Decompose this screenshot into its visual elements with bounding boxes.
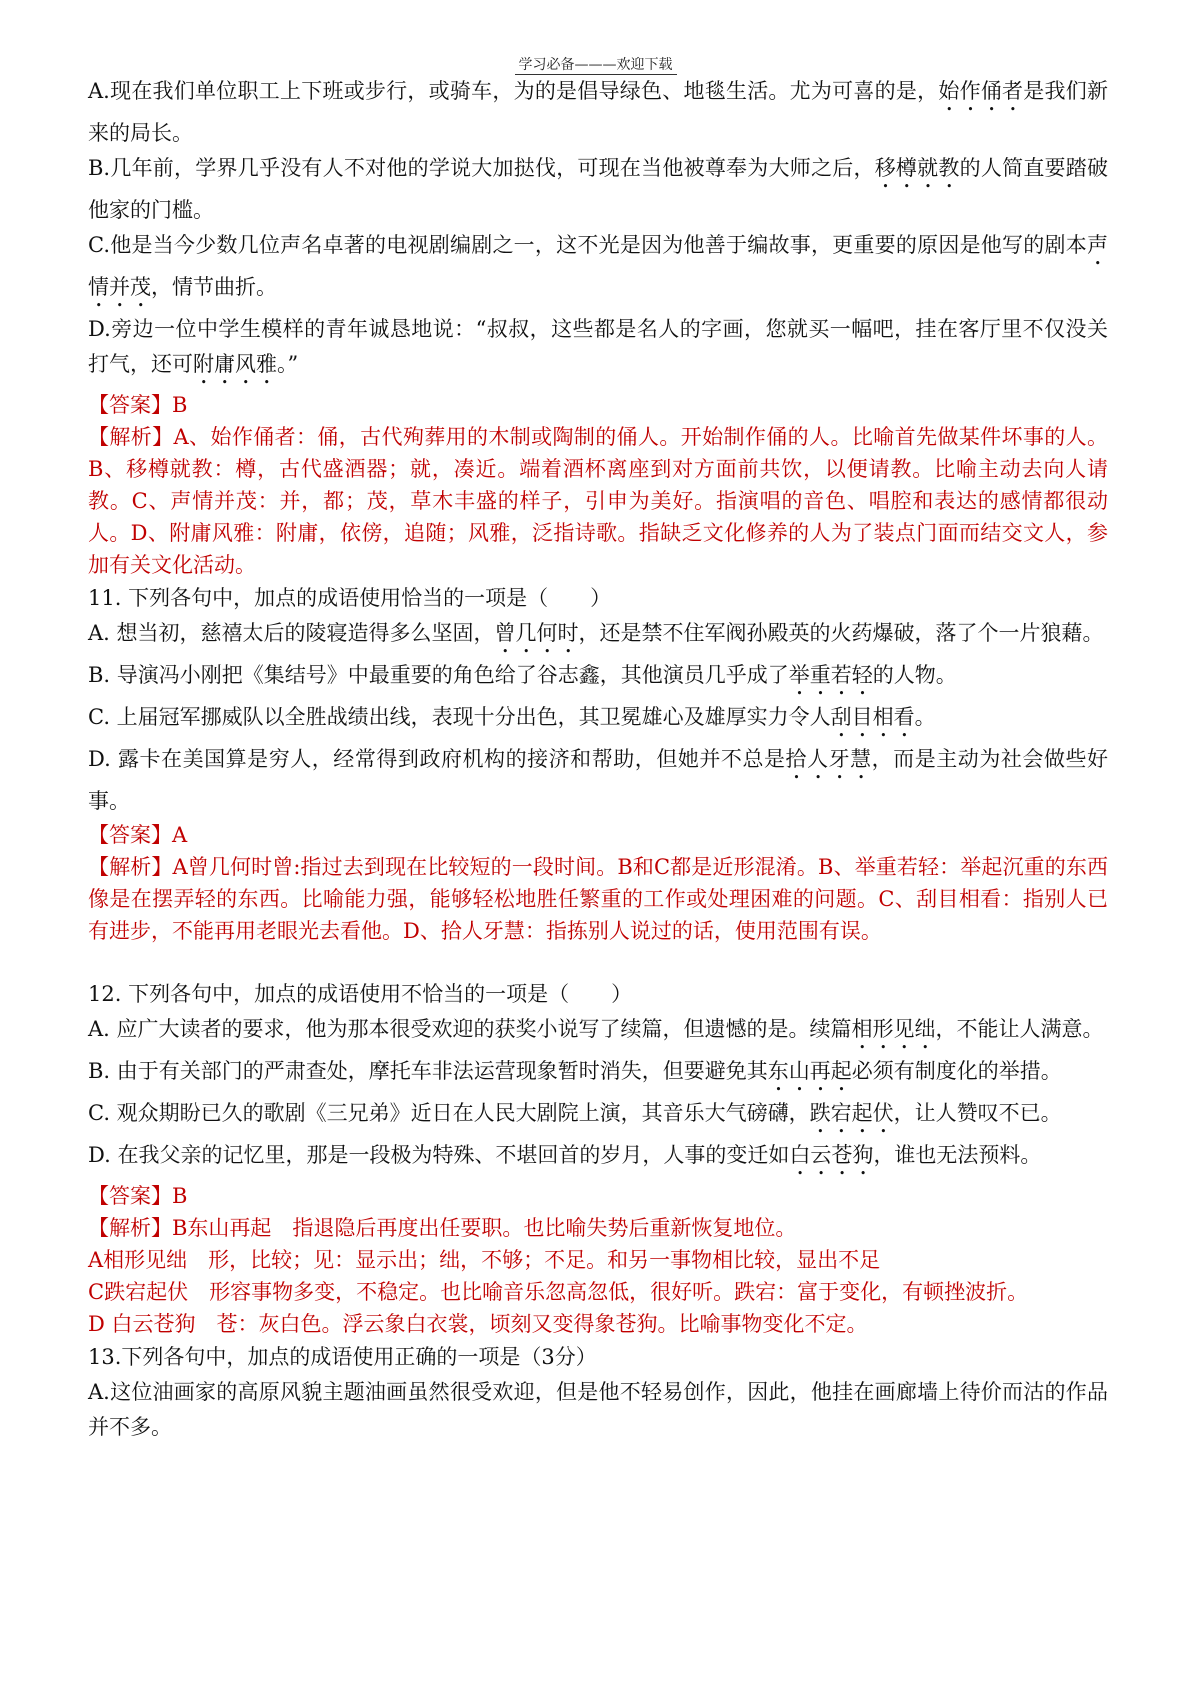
text-segment: 12. 下列各句中，加点的成语使用不恰当的一项是（ ） <box>88 982 633 1006</box>
text-segment: 13.下列各句中，加点的成语使用正确的一项是（3分） <box>88 1345 597 1369</box>
answer-line <box>88 819 1108 851</box>
text-segment: 。” <box>277 352 299 376</box>
question-line <box>88 700 1108 742</box>
question-line <box>88 1096 1108 1138</box>
text-segment: 【解析】B东山再起 指退隐后再度出任要职。也比喻失势后重新恢复地位。 <box>88 1216 797 1240</box>
dotted-idiom: 刮目相看 <box>830 705 915 729</box>
dotted-idiom: 移樽就教 <box>874 156 960 180</box>
text-segment: 【答案】B <box>88 1184 188 1208</box>
text-segment: C. 上届冠军挪威队以全胜战绩出线，表现十分出色，其卫冕雄心及雄厚实力令人 <box>88 705 831 729</box>
dotted-idiom: 曾几何时 <box>494 621 579 645</box>
dotted-idiom: 举重若轻 <box>788 663 873 687</box>
question-line <box>88 977 1108 1012</box>
text-segment: 是我们新来的局长。 <box>88 79 1109 145</box>
dotted-idiom: 附庸风雅 <box>193 352 277 376</box>
text-segment: A.现在我们单位职工上下班或步行，或骑车，为的是倡导绿色、地毯生活。尤为可喜的是， <box>88 79 939 103</box>
question-line <box>88 1012 1108 1054</box>
explanation-line <box>88 1244 1108 1276</box>
text-segment: ，情节曲折。 <box>151 275 277 299</box>
text-segment: C.他是当今少数几位声名卓著的电视剧编剧之一，这不光是因为他善于编故事，更重要的原因是他写的剧本 <box>88 233 1087 257</box>
question-line <box>88 581 1108 616</box>
dotted-idiom: 白云苍狗 <box>789 1143 874 1167</box>
text-segment: D. 露卡在美国算是穷人，经常得到政府机构的接济和帮助，但她并不总是 <box>88 747 786 771</box>
text-segment: D.旁边一位中学生模样的青年诚恳地说：“叔叔，这些都是名人的字画，您就买一幅吧，挂在客厅里不仅没关打气，还可 <box>88 317 1108 376</box>
question-line <box>88 1054 1108 1096</box>
text-segment: 【解析】A、始作俑者：俑，古代殉葬用的木制或陶制的俑人。开始制作俑的人。比喻首先做某件坏事的人。B、移樽就教：樽，古代盛酒器；就，凑近。端着酒杯离座到对方面前共饮，以便请教。比喻主动去向人请教。C、声情并茂：并，都；茂，草木丰盛的样子，引申为美好。指演唱的音色、唱腔和表达的感情都很动人。D、附庸风雅：附庸，依傍，追随；风雅，泛指诗歌。指缺乏文化修养的人为了装点门面而结交文人，参加有关文化活动。 <box>88 425 1108 577</box>
text-segment: 【答案】B <box>88 393 188 417</box>
question-line <box>88 658 1108 700</box>
question-line <box>88 74 1108 151</box>
spacer <box>88 947 1108 977</box>
explanation-line <box>88 1308 1108 1340</box>
text-segment: A相形见绌 形，比较；见：显示出；绌，不够；不足。和另一事物相比较，显出不足 <box>88 1248 881 1272</box>
dotted-idiom: 跌宕起伏 <box>809 1101 894 1125</box>
text-segment: C跌宕起伏 形容事物多变，不稳定。也比喻音乐忽高忽低，很好听。跌宕：富于变化，有顿挫波折。 <box>88 1280 1029 1304</box>
question-line <box>88 742 1108 819</box>
dotted-idiom: 拾人牙慧 <box>785 747 872 771</box>
answer-line <box>88 389 1108 421</box>
text-segment: A. 应广大读者的要求，他为那本很受欢迎的获奖小说写了续篇，但遗憾的是。续篇 <box>88 1017 852 1041</box>
text-segment: D 白云苍狗 苍：灰白色。浮云象白衣裳，顷刻又变得象苍狗。比喻事物变化不定。 <box>88 1312 868 1336</box>
text-segment: ，还是禁不住军阀孙殿英的火药爆破，落了个一片狼藉。 <box>578 621 1104 645</box>
text-segment: 的人简直要踏破他家的门槛。 <box>88 156 1109 222</box>
question-line <box>88 228 1108 312</box>
explanation-line <box>88 851 1108 947</box>
text-segment: B. 由于有关部门的严肃查处，摩托车非法运营现象暂时消失，但要避免其 <box>88 1059 768 1083</box>
text-segment: ，谁也无法预料。 <box>873 1143 1042 1167</box>
document-body <box>88 74 1108 1445</box>
dotted-idiom: 声情并茂 <box>88 233 1108 299</box>
text-segment: 必须有制度化的举措。 <box>851 1059 1062 1083</box>
question-line <box>88 312 1108 389</box>
text-segment: D. 在我父亲的记忆里，那是一段极为特殊、不堪回首的岁月，人事的变迁如 <box>88 1143 790 1167</box>
page-header <box>0 54 1191 74</box>
text-segment: 11. 下列各句中，加点的成语使用恰当的一项是（ ） <box>88 586 612 610</box>
text-segment: A.这位油画家的高原风貌主题油画虽然很受欢迎，但是他不轻易创作，因此，他挂在画廊墙上待价而沽的作品并不多。 <box>88 1380 1108 1439</box>
dotted-idiom: 东山再起 <box>767 1059 852 1083</box>
text-segment: B.几年前，学界几乎没有人不对他的学说大加挞伐，可现在当他被尊奉为大师之后， <box>88 156 875 180</box>
text-segment: ，而是主动为社会做些好事。 <box>88 747 1109 813</box>
text-segment: ，不能让人满意。 <box>935 1017 1104 1041</box>
text-segment: A. 想当初，慈禧太后的陵寝造得多么坚固， <box>88 621 495 645</box>
explanation-line <box>88 1276 1108 1308</box>
explanation-line <box>88 1212 1108 1244</box>
question-line <box>88 1340 1108 1375</box>
question-line <box>88 616 1108 658</box>
text-segment: B. 导演冯小刚把《集结号》中最重要的角色给了谷志鑫，其他演员几乎成了 <box>88 663 789 687</box>
text-segment: 【答案】A <box>88 823 188 847</box>
question-line <box>88 1138 1108 1180</box>
question-line <box>88 1375 1108 1445</box>
text-segment: C. 观众期盼已久的歌剧《三兄弟》近日在人民大剧院上演，其音乐大气磅礴， <box>88 1101 810 1125</box>
dotted-idiom: 始作俑者 <box>938 79 1024 103</box>
question-line <box>88 151 1108 228</box>
answer-line <box>88 1180 1108 1212</box>
text-segment: 【解析】A曾几何时曾:指过去到现在比较短的一段时间。B和C都是近形混淆。B、举重若轻：举起沉重的东西像是在摆弄轻的东西。比喻能力强，能够轻松地胜任繁重的工作或处理困难的问题。C、刮目相看：指别人已有进步，不能再用老眼光去看他。D、拾人牙慧：指拣别人说过的话，使用范围有误。 <box>88 855 1108 943</box>
text-segment: 。 <box>914 705 936 729</box>
header-text: 学习必备———欢迎下载 <box>515 57 677 75</box>
text-segment: ，让人赞叹不已。 <box>893 1101 1062 1125</box>
dotted-idiom: 相形见绌 <box>851 1017 936 1041</box>
text-segment: 的人物。 <box>872 663 957 687</box>
explanation-line <box>88 421 1108 581</box>
